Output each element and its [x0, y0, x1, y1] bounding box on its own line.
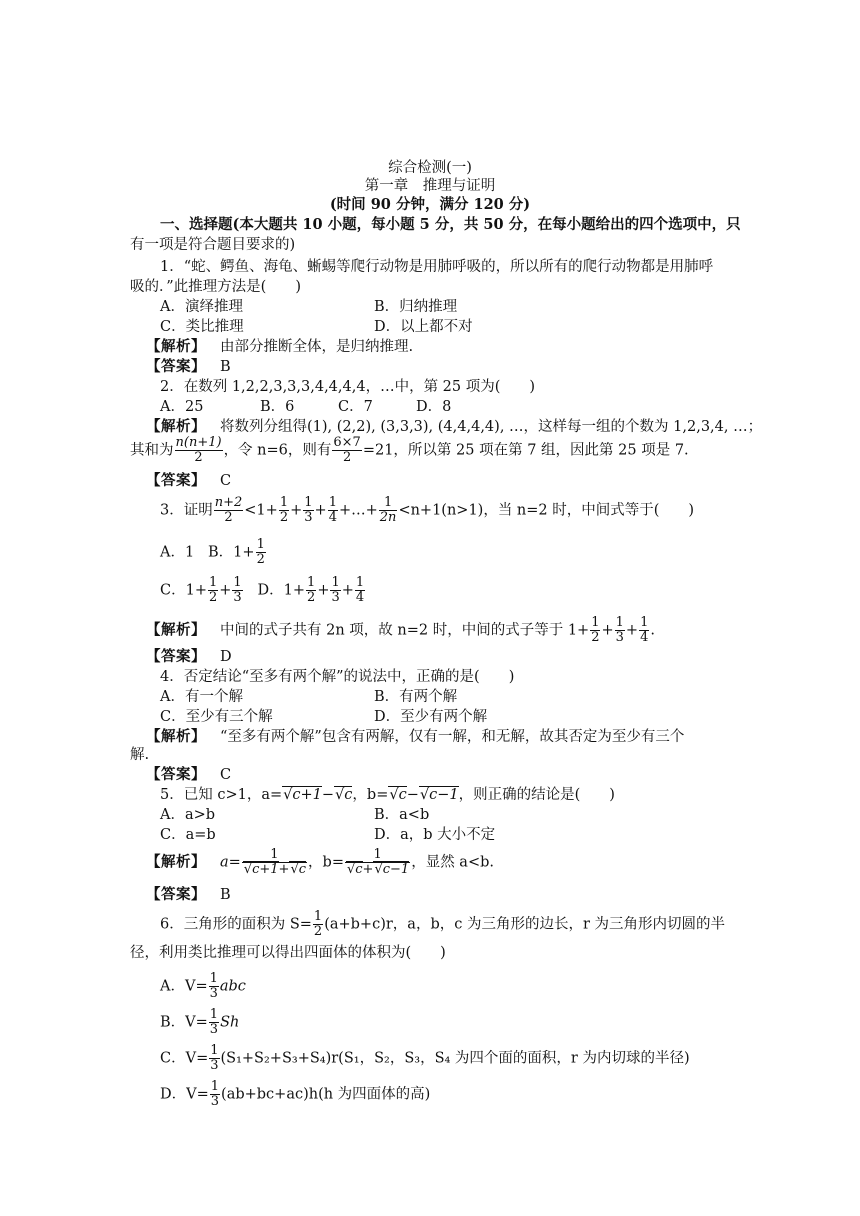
q6-option-c-expr: (S₁+S₂+S₃+S₄)r(S₁，S₂，S₃，S₄ 为四个面的面积，r 为内切球的半径): [220, 1050, 690, 1067]
q3-fraction-last: [379, 496, 398, 525]
fraction-denominator: 3: [233, 590, 242, 605]
q4-analysis-text1: “至多有两个解”包含有两解，仅有一解，和无解，故其否定为至少有三个: [220, 729, 685, 745]
fraction-denominator: 2: [342, 450, 352, 465]
q2-option-a: A．25: [160, 399, 204, 415]
q4-option-a: A．有一个解: [160, 689, 243, 705]
q4-analysis-line1: [146, 728, 684, 746]
q6-option-d-expr: (ab+bc+ac)h(h 为四面体的高): [221, 1086, 431, 1103]
q5-analysis-a: a=: [220, 854, 241, 871]
fraction-numerator: 1: [331, 575, 340, 590]
q3-options-cd: C．1+ $\frac{1}{2}$ + $\frac{1}{3}$ D．1+ $\frac{1}{2}$ + $\frac{1}{3}$ + $\frac{1}{4}$: [160, 575, 365, 605]
q6-fraction-half: $\frac{1}{2}$: [313, 909, 323, 939]
q1-option-a: A．演绎推理: [160, 299, 243, 315]
fraction-numerator: 1: [208, 575, 218, 590]
q2-answer-value: C: [220, 473, 232, 489]
analysis-label: 【解析】: [146, 418, 206, 435]
section-line2: 有一项是符合题目要求的): [130, 237, 296, 253]
q3-fraction-fourth: [328, 496, 338, 525]
q2-analysis-line2: [130, 436, 689, 465]
analysis-label: 【解析】: [146, 728, 206, 745]
fraction-denominator: 3: [615, 630, 624, 645]
q2-stem: 2．在数列 1,2,2,3,3,3,4,4,4,4，…中，第 25 项为( ): [160, 379, 536, 395]
fraction-numerator: n+2: [214, 495, 243, 510]
sqrt-c: √ c: [334, 786, 352, 803]
q3-stem-c: +…+: [338, 502, 378, 519]
q6-optc-third: $\frac{1}{3}$: [210, 1043, 219, 1073]
q2-analysis-text1: 将数列分组得(1), (2,2), (3,3,3), (4,4,4,4), …，这样每一组的个数为 1,2,3,4, …；: [220, 419, 763, 435]
q3-stem: 3．证明 $\frac{n+2}{2}$ <1+ $\frac{1}{2}$ + $\frac{1}{3}$ + $\frac{1}{4}$ +…+ $\frac{1}{2n}$ <n+1(n>1)，当 n=2 时，中间式等于( ): [160, 495, 695, 525]
q3-analysis-third: [615, 616, 625, 645]
q6-option-c-label: C．V=: [160, 1050, 209, 1067]
document-title: 综合检测(一): [388, 160, 472, 176]
fraction-denominator: 2: [256, 552, 265, 567]
q3-fraction-n2: [214, 496, 244, 525]
q1-answer-value: B: [220, 359, 231, 375]
q3-option-a: A．1: [160, 544, 195, 561]
q6-stem1-b: (a+b+c)r，a，b，c 为三角形的边长，r 为三角形内切圆的半: [324, 916, 725, 933]
q3-optc-half: [208, 576, 218, 605]
fraction-numerator: 1: [615, 615, 624, 630]
q1-stem-line1: 1．“蛇、鳄鱼、海龟、蜥蜴等爬行动物是用肺呼吸的，所以所有的爬行动物都是用肺呼: [160, 259, 714, 275]
q3-analysis: 【解析】 中间的式子共有 2n 项，故 n=2 时，中间的式子等于 1+ $\frac{1}{2}$ + $\frac{1}{3}$ + $\frac{1}{4}$ .: [146, 615, 655, 645]
fraction-denominator: 4: [640, 630, 649, 645]
q2-analysis-text2a: 其和为: [130, 442, 174, 459]
fraction-numerator: 1: [328, 495, 337, 510]
section-heading: [160, 216, 741, 234]
q5-answer: [146, 886, 231, 904]
q6-option-a: [160, 972, 246, 1001]
fraction-numerator: n(n+1): [175, 435, 222, 450]
q3-optd-half: [306, 576, 316, 605]
fraction-numerator: 1: [591, 615, 600, 630]
chapter-title: 第一章 推理与证明: [364, 178, 496, 194]
fraction-numerator: 1: [279, 495, 289, 510]
analysis-label: 【解析】: [146, 621, 206, 639]
fraction-denominator: 3: [304, 510, 313, 525]
fraction-numerator: 1: [355, 575, 365, 590]
q5-answer-value: B: [220, 887, 231, 903]
q2-analysis-line1: [146, 418, 762, 436]
q2-option-d: D．8: [416, 399, 452, 415]
q3-stem-a: 3．证明: [160, 502, 213, 519]
answer-label: 【答案】: [146, 358, 206, 375]
q2-option-c: C．7: [338, 399, 373, 415]
q6-option-a-expr: abc: [219, 978, 246, 995]
fraction-numerator: 1: [640, 615, 649, 630]
q4-analysis-line2: 解.: [130, 747, 150, 763]
fraction-denominator: 2: [591, 630, 600, 645]
q6-option-b-label: B．V=: [160, 1014, 208, 1031]
q5-option-b: B．a<b: [374, 807, 430, 823]
q6-optd-third: $\frac{1}{3}$: [210, 1079, 220, 1109]
q3-analysis-text: 中间的式子共有 2n 项，故 n=2 时，中间的式子等于 1+: [220, 622, 590, 639]
fraction-denominator: 3: [331, 590, 340, 605]
q5-analysis: [146, 848, 494, 877]
fraction-numerator: 6×7: [333, 435, 361, 450]
q2-fraction-1: [175, 436, 223, 465]
answer-label: 【答案】: [146, 472, 206, 489]
fraction-denominator: 4: [328, 510, 337, 525]
analysis-label: 【解析】: [146, 853, 206, 871]
q2-answer: [146, 472, 231, 490]
analysis-label: 【解析】: [146, 338, 206, 355]
q3-fraction-half: [279, 496, 289, 525]
q3-fraction-third: [303, 496, 313, 525]
q6-opta-third: $\frac{1}{3}$: [209, 971, 218, 1001]
q3-answer: [146, 648, 232, 666]
q6-option-a-label: A．V=: [160, 978, 208, 995]
sqrt-c-plus-1: √ c+1: [282, 786, 322, 803]
q5-analysis-b: ，b=: [308, 854, 344, 871]
q3-optd-fourth: [355, 576, 365, 605]
q3-option-b: B．1+: [208, 544, 255, 561]
q5-stem-c: ，则正确的结论是( ): [458, 787, 615, 803]
q1-analysis-text: 由部分推断全体，是归纳推理.: [220, 339, 414, 355]
q6-option-b: [160, 1008, 239, 1037]
q3-stem-d: <n+1(n>1)，当 n=2 时，中间式等于( ): [398, 502, 695, 519]
q1-option-b: B．归纳推理: [374, 299, 458, 315]
fraction-numerator: 1: [233, 575, 242, 590]
q3-options-ab: [160, 538, 267, 567]
q6-option-d-label: D．V=: [160, 1086, 209, 1103]
fraction-denominator: 4: [355, 590, 365, 605]
q5-stem-a: 5．已知 c>1，a=: [160, 787, 283, 803]
q5-analysis-frac-a: 1 √ c+1+√ c: [242, 848, 307, 877]
fraction-denominator: 2: [194, 450, 203, 465]
q6-stem-line1: [160, 910, 725, 939]
answer-label: 【答案】: [146, 766, 206, 783]
q5-option-c: C．a=b: [160, 827, 216, 843]
q5-analysis-frac-b: 1 √ c+√ c−1: [345, 848, 410, 877]
q1-option-c: C．类比推理: [160, 319, 244, 335]
q6-option-d: [160, 1080, 430, 1109]
q6-stem1-a: 6．三角形的面积为 S=: [160, 916, 312, 933]
fraction-numerator: 1: [379, 496, 398, 511]
fraction-numerator: 1: [256, 537, 265, 552]
answer-label: 【答案】: [146, 886, 206, 903]
answer-label: 【答案】: [146, 648, 206, 665]
q3-stem-b: <1+: [244, 502, 278, 519]
q2-analysis-text2c: =21，所以第 25 项在第 7 组，因此第 25 项是 7.: [362, 442, 689, 459]
fraction-denominator: 2: [279, 510, 289, 525]
q6-stem-line2: 径，利用类比推理可以得出四面体的体积为( ): [130, 945, 446, 961]
fraction-denominator: 2: [208, 590, 218, 605]
q4-stem: 4．否定结论“至多有两个解”的说法中，正确的是( ): [160, 669, 515, 685]
q4-option-b: B．有两个解: [374, 689, 458, 705]
q3-option-c: C．1+: [160, 582, 207, 599]
q6-optb-third: $\frac{1}{3}$: [209, 1007, 219, 1037]
q5-option-d: D．a，b 大小不定: [374, 827, 496, 843]
q3-analysis-fourth: [639, 616, 649, 645]
sqrt-c: √ c: [388, 786, 406, 803]
fraction-numerator: 1: [304, 495, 313, 510]
q3-optc-third: [232, 576, 242, 605]
q6-option-b-expr: Sh: [220, 1014, 240, 1031]
q5-stem: 5．已知 c>1，a=√ c+1−√ c，b=√ c−√ c−1，则正确的结论是( ): [160, 786, 615, 804]
q1-option-d: D．以上都不对: [374, 319, 473, 335]
fraction-denominator: 2: [224, 510, 233, 525]
q3-analysis-half: [590, 616, 600, 645]
q2-fraction-2: [332, 436, 361, 465]
fraction-denominator: 2n: [379, 510, 397, 525]
q3-answer-value: D: [220, 649, 232, 665]
section-line1: 一、选择题(本大题共 10 小题，每小题 5 分，共 50 分，在每小题给出的四个选项中，只: [160, 216, 741, 233]
fraction-numerator: 1: [307, 575, 316, 590]
q4-answer-value: C: [220, 767, 232, 783]
q3-optd-third: [330, 576, 340, 605]
q1-answer: [146, 358, 231, 376]
q3-optb-half: [256, 538, 266, 567]
q5-analysis-c: ，显然 a<b.: [411, 854, 494, 871]
q4-answer: [146, 766, 231, 784]
fraction-denominator: 2: [307, 590, 316, 605]
q5-option-a: A．a>b: [160, 807, 216, 823]
sqrt-c-minus-1: √ c−1: [419, 786, 459, 803]
q6-option-c: [160, 1044, 690, 1073]
q3-option-d: D．1+: [257, 582, 306, 599]
q4-option-d: D．至少有两个解: [374, 709, 488, 725]
q5-stem-b: ，b=: [352, 787, 389, 803]
exam-meta: (时间 90 分钟，满分 120 分): [329, 196, 531, 213]
q2-analysis-text2b: ，令 n=6，则有: [223, 442, 332, 459]
q4-option-c: C．至少有三个解: [160, 709, 273, 725]
q2-option-b: B．6: [260, 399, 295, 415]
q1-analysis: [146, 338, 413, 356]
q1-stem-line2: 吸的．”此推理方法是( ): [130, 279, 301, 295]
